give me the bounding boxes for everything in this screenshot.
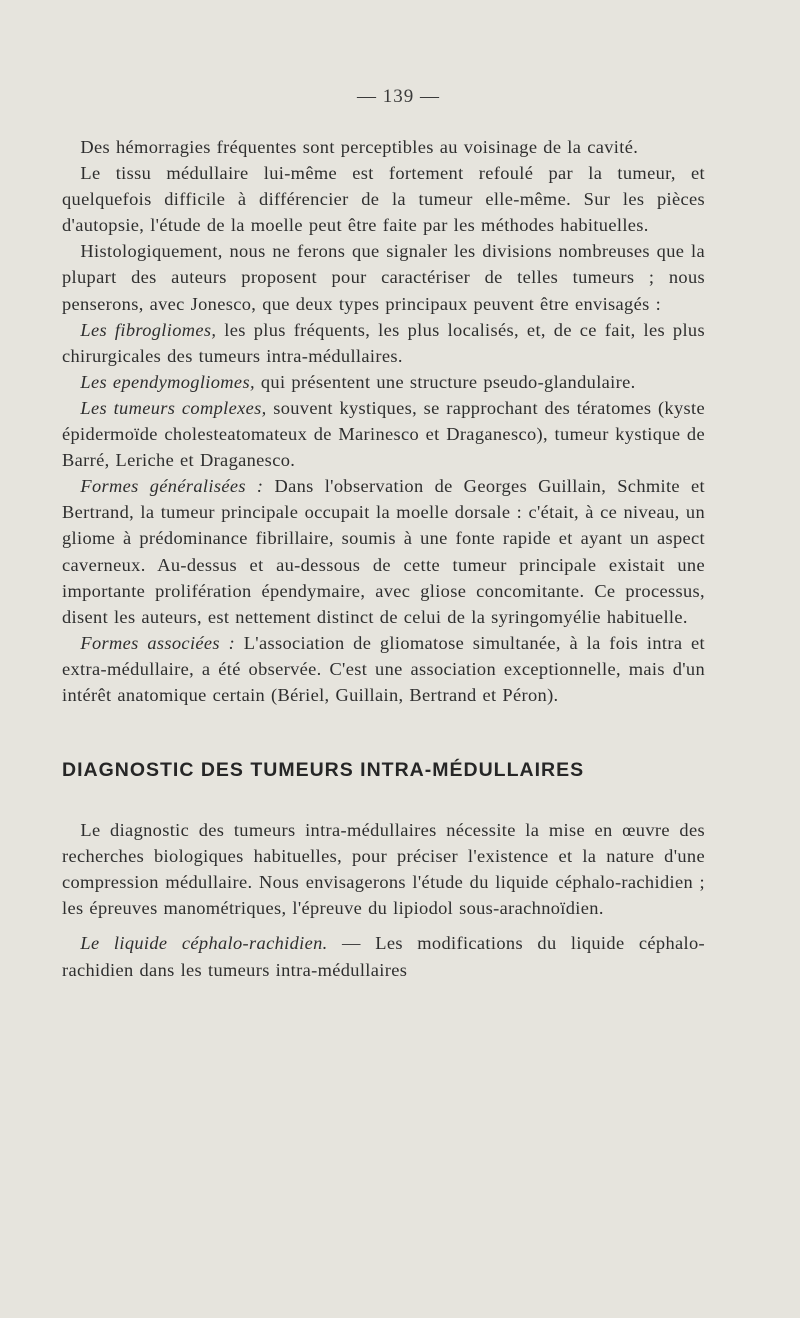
paragraph-text: Dans l'observation de Georges Guillain, Schmite et Bertrand, la tumeur principale occupait la moelle dorsale : c'était, à ce niveau, un gliome à prédominance fibrillaire, soumis à une fonte rapide et ayant un aspect caverneux. Au-dessus et au-dessous de cette tumeur principale existait une importante prolifération épendymaire, avec gliose concomitante. Ce processus, disent les auteurs, est nettement distinct de celui de la syringomyélie habituelle. (62, 476, 705, 627)
paragraph (62, 160, 705, 238)
body-top (62, 134, 705, 708)
paragraph-text: Le diagnostic des tumeurs intra-médullaires nécessite la mise en œuvre des recherches biologiques habituelles, pour préciser l'existence et la nature d'une compression médullaire. Nous envisagerons l'étude du liquide céphalo-rachidien ; les épreuves manométriques, l'épreuve du lipiodol sous-arachnoïdien. (62, 820, 705, 919)
paragraph (62, 317, 705, 369)
paragraph-text: souvent kystiques, se rapprochant des tératomes (kyste épidermoïde cholesteatomateux de Marinesco et Draganesco), tumeur kystique de Barré, Leriche et Draganesco. (62, 397, 705, 471)
paragraph-lead-italic: Les tumeurs complexes, (80, 397, 267, 418)
paragraph-text: les plus fréquents, les plus localisés, et, de ce fait, les plus chirurgicales des tumeurs intra-médullaires. (62, 319, 705, 366)
page-number: — 139 — (357, 86, 440, 107)
paragraph (62, 930, 705, 982)
paragraph (62, 630, 705, 708)
paragraph (62, 369, 705, 395)
body-bottom (62, 817, 705, 983)
paragraph (62, 134, 705, 160)
paragraph-text: — Les modifications du liquide céphalo-rachidien dans les tumeurs intra-médullaires (62, 933, 705, 980)
paragraph-text: qui présentent une structure pseudo-glandulaire. (254, 371, 636, 392)
paragraph (62, 238, 705, 316)
paragraph-text: L'association de gliomatose simultanée, à la fois intra et extra-médullaire, a été observée. C'est une association exceptionnelle, mais d'un intérêt anatomique certain (Bériel, Guillain, Bertrand et Péron). (62, 632, 705, 705)
paragraph-lead-italic: Les ependymogliomes, (80, 371, 255, 392)
paragraph-lead-italic: Formes associées : (80, 632, 236, 653)
paragraph-text: Le tissu médullaire lui-même est fortement refoulé par la tumeur, et quelquefois difficile à différencier de la tumeur elle-même. Sur les pièces d'autopsie, l'étude de la moelle peut être faite par les méthodes habituelles. (62, 163, 705, 236)
paragraph (62, 395, 705, 473)
paragraph-text: Histologiquement, nous ne ferons que signaler les divisions nombreuses que la plupart des auteurs proposent pour caractériser de telles tumeurs ; nous penserons, avec Jonesco, que deux types principaux peuvent être envisagés : (62, 241, 705, 314)
paragraph (62, 817, 705, 921)
paragraph-lead-italic: Les fibrogliomes, (80, 319, 217, 340)
section-heading: DIAGNOSTIC DES TUMEURS INTRA-MÉDULLAIRES (62, 759, 585, 782)
paragraph-lead-italic: Le liquide céphalo-rachidien. (80, 933, 328, 954)
paragraph (62, 473, 705, 630)
paragraph-text: Des hémorragies fréquentes sont perceptibles au voisinage de la cavité. (80, 137, 639, 157)
paragraph-lead-italic: Formes généralisées : (80, 476, 264, 497)
